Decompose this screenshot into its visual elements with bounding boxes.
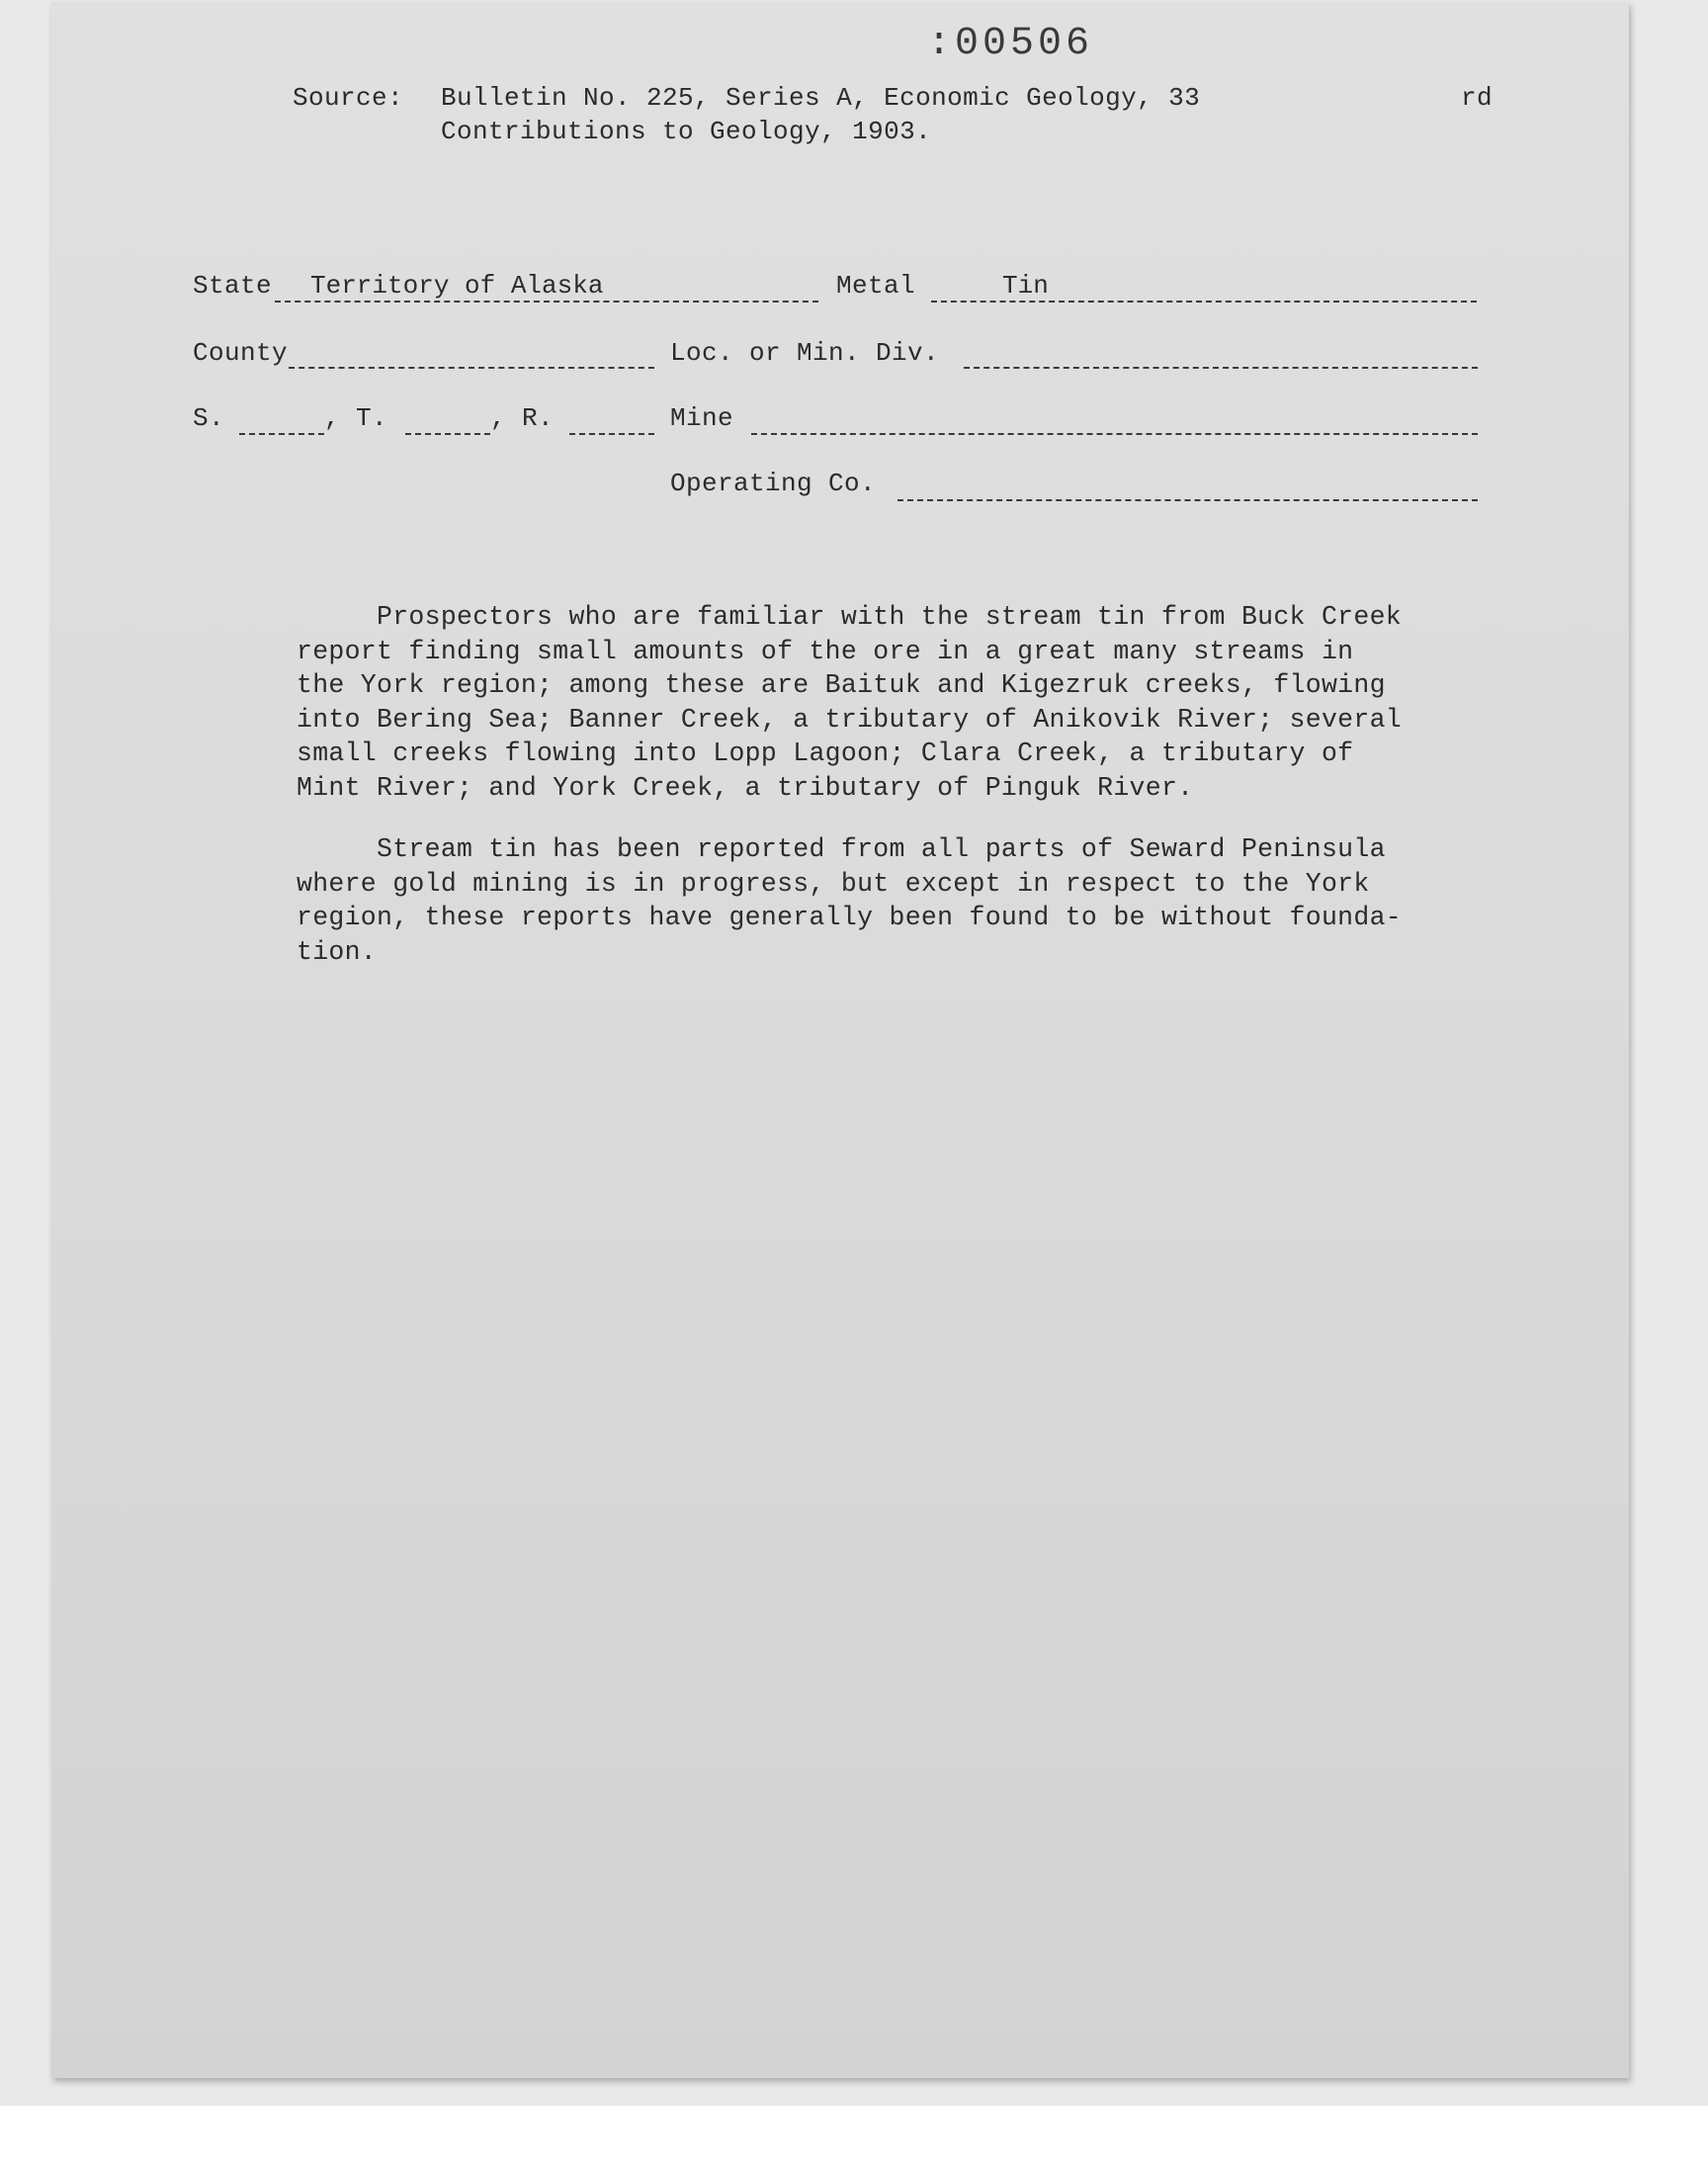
paragraph-2-line: tion. (297, 936, 378, 967)
state-label: State (193, 271, 273, 301)
paragraph-1-line: report finding small amounts of the ore in a great many streams in (297, 636, 1354, 666)
body-paragraph-2 (297, 832, 1453, 969)
paragraph-2-line: where gold mining is in progress, but except in respect to the York (297, 868, 1370, 899)
mine-label: Mine (670, 403, 734, 433)
document-sheet (51, 2, 1629, 2078)
body-paragraph-1 (297, 600, 1453, 805)
range-label: , R. (490, 403, 555, 433)
source-line-1: Bulletin No. 225, Series A, Economic Geology, 33 (441, 83, 1201, 113)
county-label: County (193, 338, 289, 368)
mine-underline (751, 433, 1478, 435)
township-underline (405, 433, 490, 435)
paragraph-1-line: into Bering Sea; Banner Creek, a tributary of Anikovik River; several (297, 704, 1402, 735)
paragraph-1-line: the York region; among these are Baituk and Kigezruk creeks, flowing (297, 670, 1386, 700)
metal-value: Tin (1002, 271, 1049, 301)
paragraph-1-line: Prospectors who are familiar with the stream tin from Buck Creek (297, 602, 1402, 632)
loc-underline (964, 367, 1478, 369)
paragraph-1-line: Mint River; and York Creek, a tributary of Pinguk River. (297, 772, 1194, 803)
metal-underline (931, 301, 1477, 303)
range-underline (569, 433, 654, 435)
loc-label: Loc. or Min. Div. (670, 338, 940, 368)
county-underline (289, 367, 654, 369)
state-value: Territory of Alaska (310, 271, 604, 301)
operating-co-underline (897, 499, 1478, 501)
state-underline (275, 301, 818, 303)
metal-label: Metal (836, 271, 916, 301)
paragraph-1-line: small creeks flowing into Lopp Lagoon; Clara Creek, a tributary of (297, 739, 1354, 768)
township-label: , T. (324, 403, 388, 433)
superscript-rd: rd (1461, 83, 1494, 113)
section-underline (239, 433, 324, 435)
source-label: Source: (293, 83, 404, 113)
paragraph-2-line: region, these reports have generally been found to be without founda- (297, 903, 1402, 932)
paragraph-2-line: Stream tin has been reported from all parts of Seward Peninsula (297, 834, 1386, 864)
operating-co-label: Operating Co. (670, 469, 877, 498)
source-line-2: Contributions to Geology, 1903. (441, 117, 932, 146)
section-label: S. (193, 403, 225, 433)
document-number: :00506 (927, 22, 1094, 66)
